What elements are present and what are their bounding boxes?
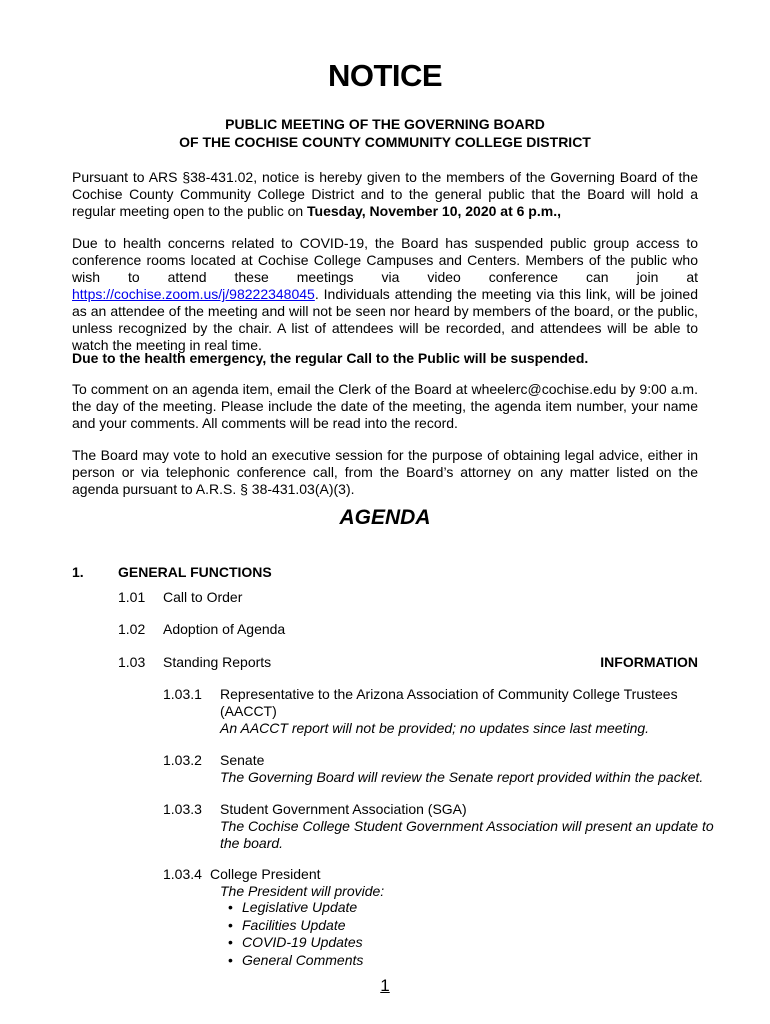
subheading-line-1: PUBLIC MEETING OF THE GOVERNING BOARD <box>225 116 545 132</box>
list-item: • Facilities Update <box>228 916 346 933</box>
list-item: • Legislative Update <box>228 899 358 915</box>
information-tag: INFORMATION <box>600 654 698 670</box>
subitem-number: 1.03.3 <box>163 801 202 817</box>
bullet-icon: • <box>228 916 233 933</box>
item-standing-reports: Standing Reports <box>163 654 272 670</box>
subitem-aacct-label: Representative to the Arizona Association of Community College Trustees <box>220 686 678 702</box>
bullet-icon: • <box>228 934 233 950</box>
call-to-public-notice: Due to the health emergency, the regular Call to the Public will be suspended. <box>72 350 589 366</box>
page-number: 1 <box>380 976 390 995</box>
bullet-icon: • <box>228 951 233 968</box>
subheading-line-2: OF THE COCHISE COUNTY COMMUNITY COLLEGE DISTRICT <box>179 134 591 150</box>
subitem-president-label: College President <box>210 866 321 882</box>
section-number: 1. <box>72 564 84 580</box>
agenda-heading: AGENDA <box>339 506 431 529</box>
item-adoption-of-agenda: Adoption of Agenda <box>163 621 286 637</box>
subitem-sga-note-cont: the board. <box>220 835 284 851</box>
meeting-date: Tuesday, November 10, 2020 at 6 p.m., <box>307 203 561 219</box>
item-number: 1.01 <box>118 589 146 605</box>
zoom-link[interactable]: https://cochise.zoom.us/j/98222348045 <box>72 286 315 302</box>
notice-text: Pursuant to ARS §38-431.02, notice is hereby given to the members of the Governing Board of the Cochise County Community College District and to the general public that the Board will hold a regular meeting open to the public on <box>72 169 698 219</box>
subitem-aacct-label-cont: (AACCT) <box>220 703 277 719</box>
subitem-sga-note: The Cochise College Student Government Association will present an update to <box>220 818 714 834</box>
subitem-number: 1.03.1 <box>163 686 202 702</box>
subitem-number: 1.03.4 <box>163 866 202 882</box>
page-title: NOTICE <box>327 58 443 93</box>
covid-paragraph <box>72 235 698 354</box>
list-item: • COVID-19 Updates <box>228 934 363 950</box>
subitem-senate-label: Senate <box>220 752 265 768</box>
subitem-senate-note: The Governing Board will review the Senate report provided within the packet. <box>220 769 704 785</box>
notice-paragraph <box>72 169 698 220</box>
subitem-president-note: The President will provide: <box>220 883 385 899</box>
bullet-icon: • <box>228 899 233 915</box>
subitem-number: 1.03.2 <box>163 752 202 768</box>
item-call-to-order: Call to Order <box>163 589 243 605</box>
section-title: GENERAL FUNCTIONS <box>118 564 272 580</box>
comment-paragraph: To comment on an agenda item, email the Clerk of the Board at wheelerc@cochise.edu by 9:00 a.m. the day of the meeting. Please include the date of the meeting, the agenda item number, your name and your comments. All comments will be read into the record. <box>72 381 698 431</box>
executive-session-paragraph: The Board may vote to hold an executive session for the purpose of obtaining legal advice, either in person or via telephonic conference call, from the Board’s attorney on any matter listed on the agenda pursuant to A.R.S. § 38-431.03(A)(3). <box>72 447 698 497</box>
list-item: • General Comments <box>228 951 364 968</box>
covid-text-continued: . Individuals attending the meeting via this link, will be joined as an attendee of the meeting and will not be seen nor heard by members of the board, or the public, unless recognized by the chair. A list of attendees will be recorded, and attendees will be able to watch the meeting in real time. <box>72 286 698 353</box>
president-bullet-list <box>228 899 363 969</box>
item-number: 1.02 <box>118 621 146 637</box>
subitem-aacct-note: An AACCT report will not be provided; no updates since last meeting. <box>220 720 650 736</box>
covid-text: Due to health concerns related to COVID-19, the Board has suspended public group access to conference rooms located at Cochise College Campuses and Centers. Members of the public who wish to attend these meetings via video conference can join at <box>72 235 698 285</box>
item-number: 1.03 <box>118 654 146 670</box>
subitem-sga-label: Student Government Association (SGA) <box>220 801 467 817</box>
